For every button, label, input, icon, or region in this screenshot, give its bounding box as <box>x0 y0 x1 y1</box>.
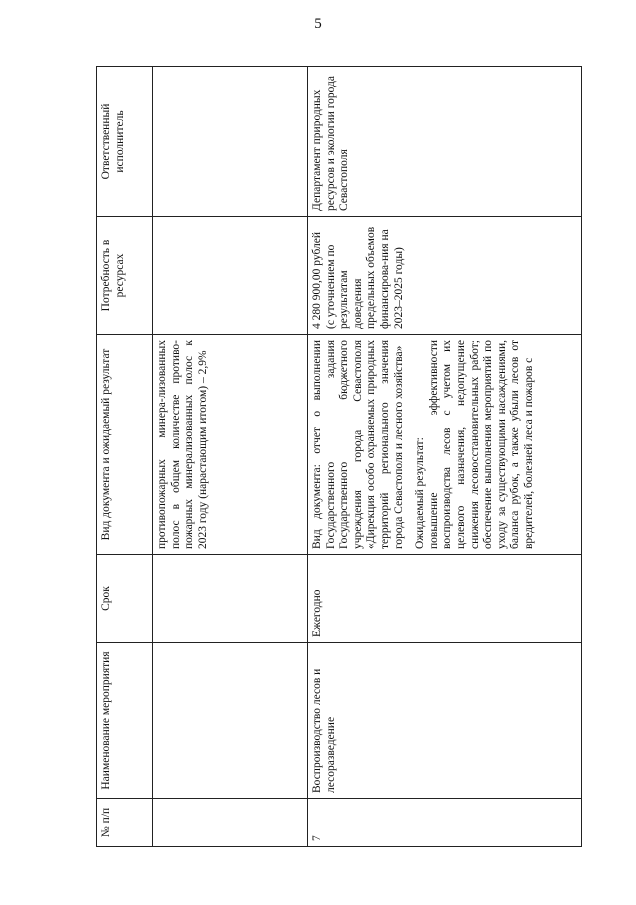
cell-need <box>153 217 308 335</box>
rotated-table-container <box>96 67 582 847</box>
table-row-7 <box>308 67 582 847</box>
header-doc: Вид документа и ожидаемый результат <box>97 335 153 555</box>
cell-doc-continuation: противопожарных минера-лизованных полос в общем количестве противо-пожарных минерализованных полос к 2023 году (нарастающим итогом) – 2,9% <box>153 335 308 555</box>
expected-result-text: повышение эффективности воспроизводства лесов с учетом их целевого назначения, недопущение снижения лесовосстановительных работ; обеспечение выполнения мероприятий по уходу за существующими насаждениями, баланса рубок, а также убыли лесов от вредителей, болезней леса и пожаров с <box>427 340 535 549</box>
cell-term-7: Ежегодно <box>308 555 582 643</box>
table-header-row <box>97 67 153 847</box>
cell-resp-7: Департамент природных ресурсов и экологии города Севастополя <box>308 67 582 217</box>
cell-num <box>153 799 308 847</box>
cell-term <box>153 555 308 643</box>
cell-name <box>153 643 308 799</box>
header-term: Срок <box>97 555 153 643</box>
cell-name-7: Воспроизводство лесов и лесоразведение <box>308 643 582 799</box>
cell-doc-7 <box>308 335 582 555</box>
cell-need-7: 4 280 900,00 рублей (с уточнением по результатам доведения предельных объемов финансирова-ния на 2023–2025 годы) <box>308 217 582 335</box>
cell-num-7: 7 <box>308 799 582 847</box>
expected-result-label: Ожидаемый результат: <box>414 437 427 549</box>
header-need: Потребность в ресурсах <box>97 217 153 335</box>
header-name: Наименование мероприятия <box>97 643 153 799</box>
doc-type-text: Вид документа: отчет о выполнении Государственного задания Государственного бюджетного учреждения города Севастополя «Дирекция особо охраняемых природных территорий регионального значения города Севастополя и лесного хозяйства» <box>311 340 405 549</box>
measures-table <box>96 66 582 847</box>
table-row-continuation <box>153 67 308 847</box>
header-num: № п/п <box>97 799 153 847</box>
cell-resp <box>153 67 308 217</box>
page-number: 5 <box>314 16 322 32</box>
header-resp: Ответственный исполнитель <box>97 67 153 217</box>
